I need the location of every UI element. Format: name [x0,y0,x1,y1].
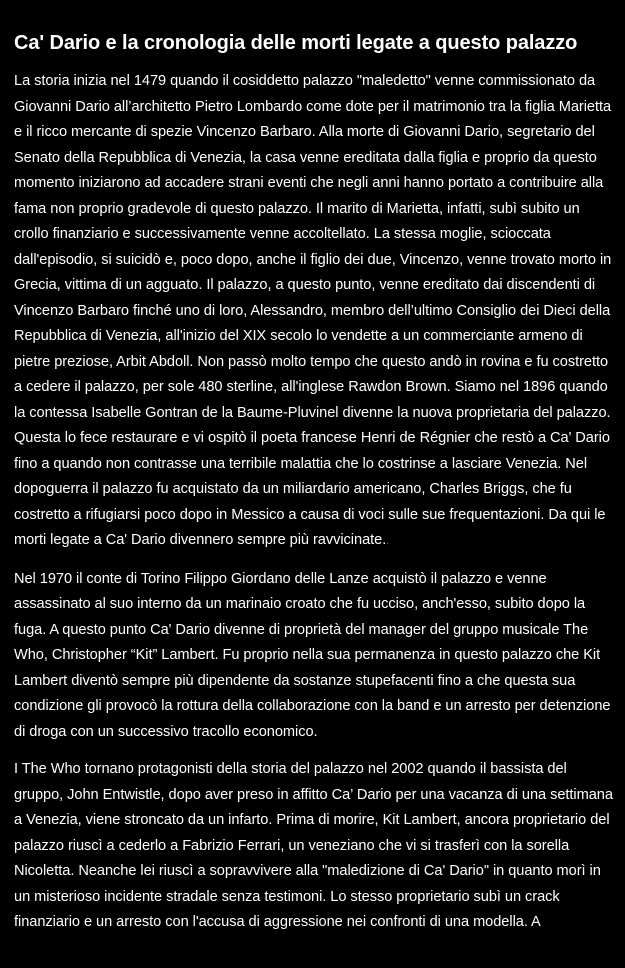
article-paragraph-2: Nel 1970 il conte di Torino Filippo Giordano delle Lanze acquistò il palazzo e venne assassinato al suo interno da un marinaio croato che fu ucciso, anch'esso, subito dopo la fuga. A questo punto Ca' Dario divenne di proprietà del manager del gruppo musicale The Who, Christopher “Kit” Lambert. Fu proprio nella sua permanenza in questo palazzo che Kit Lambert diventò sempre più dipendente da sostanze stupefacenti fino a che questa sua condizione gli provocò la rottura della collaborazione con la band e un arresto per detenzione di droga con un successivo tracollo economico. [14,570,611,740]
trailing-mark: . [386,537,389,546]
article-title: Ca' Dario e la cronologia delle morti legate a questo palazzo [14,32,578,54]
article-paragraph-1 [14,69,613,555]
article-paragraph-3: I The Who tornano protagonisti della storia del palazzo nel 2002 quando il bassista del gruppo, John Entwistle, dopo aver preso in affitto Ca’ Dario per una vacanza di una settimana a Venezia, viene stroncato da un infarto. Prima di morire, Kit Lambert, ancora proprietario del palazzo riuscì a cederlo a Fabrizio Ferrari, un veneziano che vi si trasferì con la sorella Nicoletta. Neanche lei riuscì a sopravvivere alla "maledizione di Ca' Dario" in quanto morì in un misterioso incidente stradale senza testimoni. Lo stesso proprietario subì un crack finanziario e un arresto con l'accusa di aggressione nei confronti di una modella. A [14,761,613,930]
paragraph-1-text: La storia inizia nel 1479 quando il cosiddetto palazzo "maledetto" venne commissionato da Giovanni Dario all’architetto Pietro Lombardo come dote per il matrimonio tra la figlia Marietta e il ricco mercante di spezie Vincenzo Barbaro. Alla morte di Giovanni Dario, segretario del Senato della Repubblica di Venezia, la casa venne ereditata dalla figlia e proprio da questo momento iniziarono ad accadere strani eventi che negli anni hanno portato a contribuire alla fama non proprio gradevole di questo palazzo. Il marito di Marietta, infatti, subì subito un crollo finanziario e successivamente venne accoltellato. La stessa moglie, scioccata dall'episodio, si suicidò e, poco dopo, anche il figlio dei due, Vincenzo, venne trovato morto in Grecia, vittima di un agguato. Il palazzo, a questo punto, venne ereditato dai discendenti di Vincenzo Barbaro finché uno di loro, Alessandro, membro dell’ultimo Consiglio dei Dieci della Repubblica di Venezia, all'inizio del XIX secolo lo vendette a un commerciante armeno di pietre preziose, Arbit Abdoll. Non passò molto tempo che questo andò in rovina e fu costretto a cedere il palazzo, per sole 480 sterline, all'inglese Rawdon Brown. Siamo nel 1896 quando la contessa Isabelle Gontran de la Baume-Pluvinel divenne la nuova proprietaria del palazzo. Questa lo fece restaurare e vi ospitò il poeta francese Henri de Régnier che restò a Ca' Dario fino a quando non contrasse una terribile malattia che lo costrinse a lasciare Venezia. Nel dopoguerra il palazzo fu acquistato da un miliardario americano, Charles Briggs, che fu costretto a rifugiarsi poco dopo in Messico a causa di voci sulle sue frequentazioni. Da qui le morti legate a Ca' Dario divennero sempre più ravvicinate. [14,73,612,548]
